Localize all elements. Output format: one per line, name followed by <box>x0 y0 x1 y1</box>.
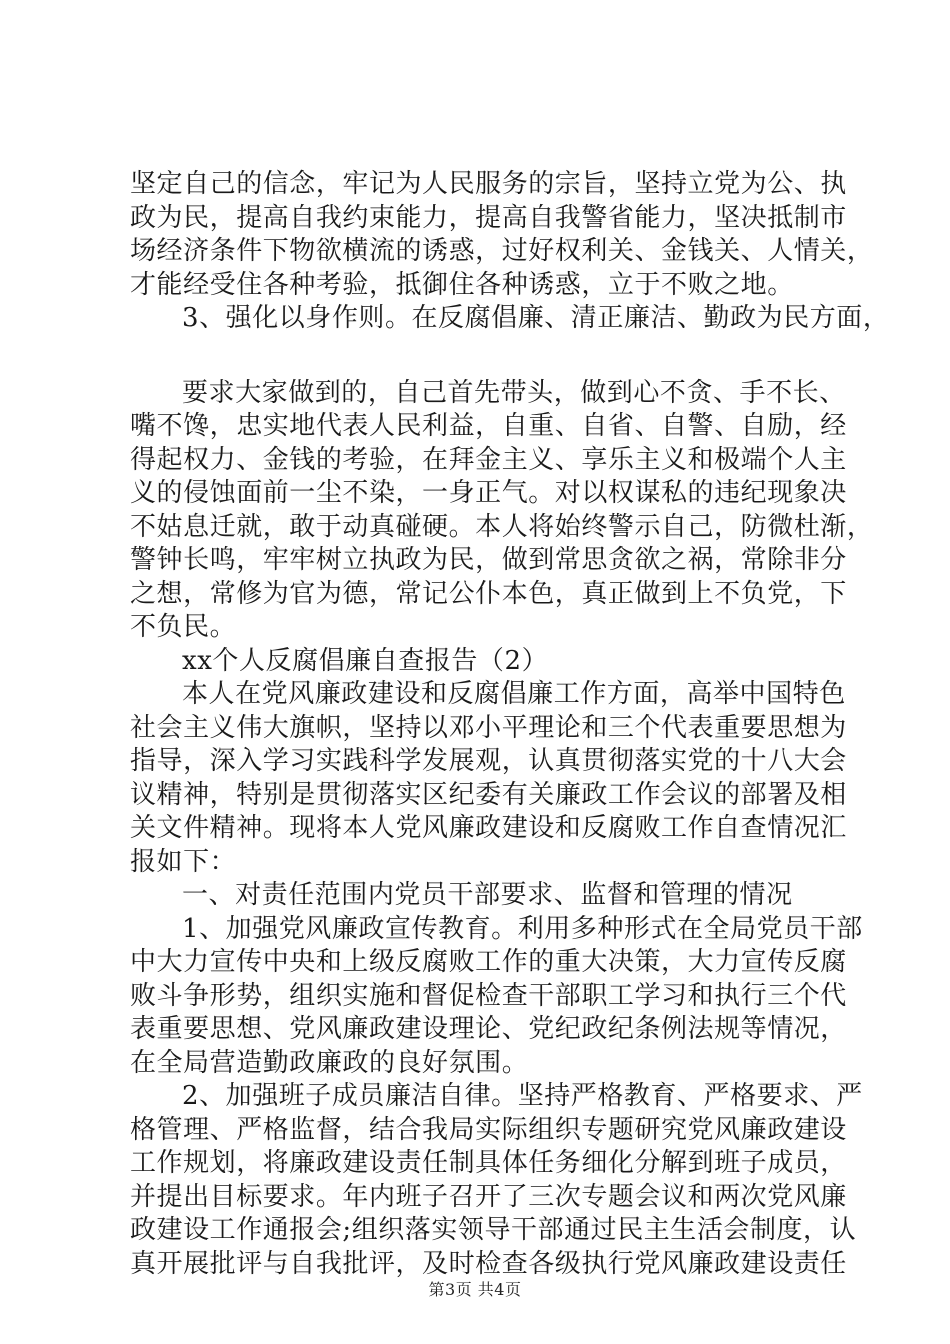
text-line: 并提出目标要求。年内班子召开了三次专题会议和两次党风廉 <box>130 1181 847 1212</box>
text-line: 义的侵蚀面前一尘不染，一身正气。对以权谋私的违纪现象决 <box>130 478 847 508</box>
text-line: 议精神，特别是贯彻落实区纪委有关廉政工作会议的部署及相 <box>130 779 847 810</box>
paragraph-gap <box>130 336 830 377</box>
text-line: 警钟长鸣，牢牢树立执政为民，做到常思贪欲之祸，常除非分 <box>130 545 847 575</box>
text-line: 关文件精神。现将本人党风廉政建设和反腐败工作自查情况汇 <box>130 813 847 843</box>
page-footer: 第3页 共4页 <box>428 1280 522 1299</box>
text-line: 不负民。 <box>130 612 237 642</box>
text-line: 得起权力、金钱的考验，在拜金主义、享乐主义和极端个人主 <box>130 444 847 475</box>
text-line: 社会主义伟大旗帜，坚持以邓小平理论和三个代表重要思想为 <box>130 712 847 743</box>
text-line: 之想，常修为官为德，常记公仆本色，真正做到上不负党，下 <box>130 578 847 609</box>
text-line: 败斗争形势，组织实施和督促检查干部职工学习和执行三个代 <box>130 980 847 1011</box>
text-line: 表重要思想、党风廉政建设理论、党纪政纪条例法规等情况， <box>130 1014 847 1044</box>
text-line: 才能经受住各种考验，抵御住各种诱惑，立于不败之地。 <box>130 269 794 300</box>
text-line: 政建设工作通报会;组织落实领导干部通过民主生活会制度，认 <box>130 1215 857 1245</box>
body-text <box>130 168 890 1281</box>
text-line: 中大力宣传中央和上级反腐败工作的重大决策，大力宣传反腐 <box>130 947 847 977</box>
text-line: 真开展批评与自我批评，及时检查各级执行党风廉政建设责任 <box>130 1248 847 1279</box>
text-line: 坚定自己的信念，牢记为人民服务的宗旨，坚持立党为公、执 <box>130 169 847 199</box>
text-line: 在全局营造勤政廉政的良好氛围。 <box>130 1047 529 1078</box>
text-line: 不姑息迁就，敢于动真碰硬。本人将始终警示自己，防微杜渐， <box>130 511 874 542</box>
text-line: 1、加强党风廉政宣传教育。利用多种形式在全局党员干部 <box>182 913 863 944</box>
text-line: 嘴不馋，忠实地代表人民利益，自重、自省、自警、自励，经 <box>130 411 847 441</box>
subsection-heading: 一、对责任范围内党员干部要求、监督和管理的情况 <box>182 880 793 910</box>
text-line: 场经济条件下物欲横流的诱惑，过好权利关、金钱关、人情关， <box>130 236 874 266</box>
text-line: 政为民，提高自我约束能力，提高自我警省能力，坚决抵制市 <box>130 202 847 233</box>
section-heading: xx个人反腐倡廉自查报告（2） <box>182 645 549 676</box>
text-line: 格管理、严格监督，结合我局实际组织专题研究党风廉政建设 <box>130 1114 847 1145</box>
text-line: 指导，深入学习实践科学发展观，认真贯彻落实党的十八大会 <box>130 746 847 776</box>
text-line: 要求大家做到的，自己首先带头，做到心不贪、手不长、 <box>182 377 846 408</box>
text-line: 3、强化以身作则。在反腐倡廉、清正廉洁、勤政为民方面， <box>182 303 890 333</box>
text-line: 本人在党风廉政建设和反腐倡廉工作方面，高举中国特色 <box>182 679 846 709</box>
text-line: 2、加强班子成员廉洁自律。坚持严格教育、严格要求、严 <box>182 1081 863 1111</box>
text-line: 报如下： <box>130 846 237 877</box>
text-line: 工作规划，将廉政建设责任制具体任务细化分解到班子成员， <box>130 1148 847 1178</box>
